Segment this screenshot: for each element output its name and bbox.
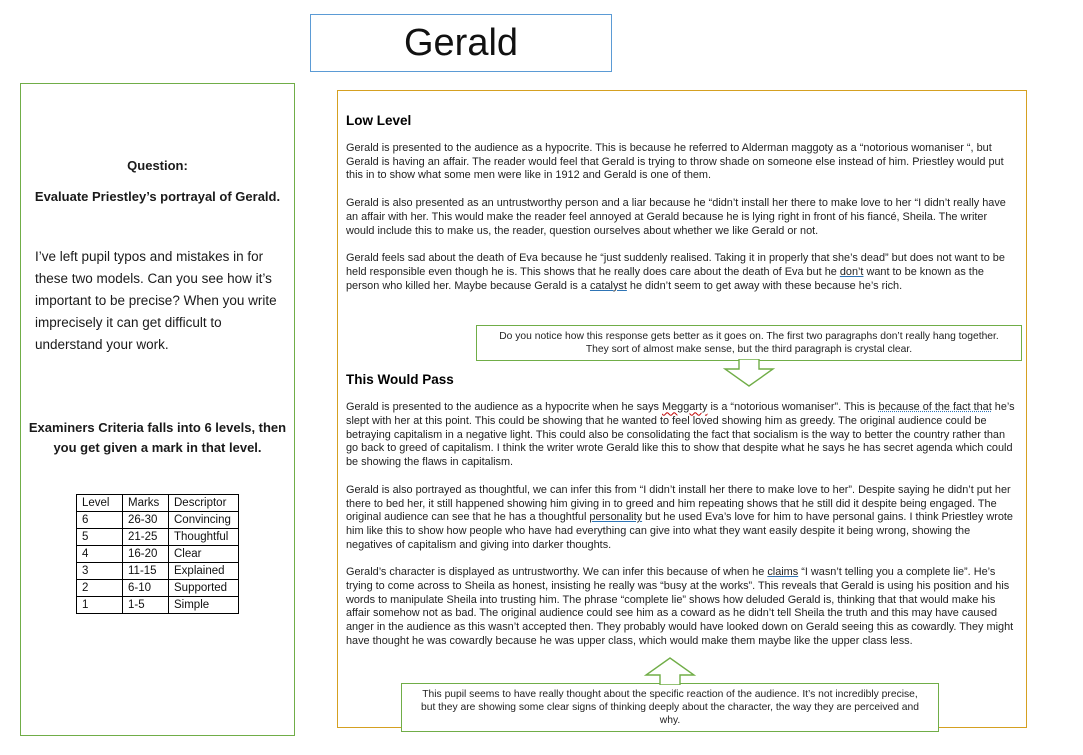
- cell-marks: 1-5: [123, 597, 169, 614]
- cell-level: 1: [77, 597, 123, 614]
- table-header-row: [77, 495, 239, 512]
- cell-level: 6: [77, 512, 123, 529]
- cell-marks: 11-15: [123, 563, 169, 580]
- cell-marks: 26-30: [123, 512, 169, 529]
- cell-descriptor: Thoughtful: [169, 529, 239, 546]
- would-pass-heading: This Would Pass: [346, 372, 454, 388]
- table-row: [77, 512, 239, 529]
- cell-descriptor: Convincing: [169, 512, 239, 529]
- low-level-heading: Low Level: [346, 113, 412, 128]
- cell-marks: 21-25: [123, 529, 169, 546]
- feedback-callout-bottom: [401, 683, 939, 732]
- table-row: [77, 546, 239, 563]
- levels-table: [76, 494, 239, 614]
- feedback-callout-bottom-text: This pupil seems to have really thought about the specific reaction of the audience. It’s not incredibly precise, but they are showing some clear signs of thinking deeply about the character, the way they are perceived and why.: [421, 688, 919, 726]
- would-pass-paragraph-3: Gerald’s character is displayed as untrustworthy. We can infer this because of when he claims “I wasn’t telling you a complete lie”. He’s trying to come across to Sheila as honest, insisting he really was “busy at the works”. This reveals that Gerald is using his position and his words to manipulate Sheila into trusting him. The phrase “complete lie” shows how deluded Gerald is, thinking that that would make his affair somehow not as bad. The original audience could see him as a coward as he didn’t tell Sheila the truth and this may have caused anger in the audience as this wasn’t accepted then. They probably would have looked down on Gerald seeing this as cowardly. They might have thought he was cowardly because he was upper class, which would make them maybe like the upper class less.: [346, 566, 1014, 647]
- arrow-up-icon: [642, 657, 698, 685]
- cell-level: 2: [77, 580, 123, 597]
- cell-descriptor: Supported: [169, 580, 239, 597]
- col-header-descriptor: Descriptor: [169, 495, 239, 512]
- cell-descriptor: Clear: [169, 546, 239, 563]
- question-text: Evaluate Priestley’s portrayal of Gerald.: [34, 189, 281, 204]
- col-header-level: Level: [77, 495, 123, 512]
- would-pass-paragraph-1: Gerald is presented to the audience as a hypocrite when he says Meggarty is a “notorious womaniser”. This is because of the fact that he’s slept with her at this point. This could be showing that he wanted to feel loved showing him as greedy. The original audience could be betraying capitalism in a negative light. This could also be consolidating the fact that socialism is the way to better the country rather than go back to greed of capitalism. I think the writer wrote Gerald like this to show that despite what he says he has secret agenda which could be showing the flaws in capitalism.: [346, 401, 1015, 469]
- models-panel: [337, 90, 1027, 728]
- feedback-callout-top: [476, 325, 1022, 361]
- cell-descriptor: Explained: [169, 563, 239, 580]
- low-level-paragraph-1: Gerald is presented to the audience as a hypocrite. This is because he referred to Alderman maggoty as a “notorious womaniser “, but Gerald is having an affair. The reader would feel that Gerald is trying to throw shade on someone else instead of him. Priestley would put this in to show what some men were like in 1912 and Gerald is one of them.: [346, 142, 1004, 182]
- criteria-text: Examiners Criteria falls into 6 levels, then you get given a mark in that level.: [28, 420, 287, 455]
- col-header-marks: Marks: [123, 495, 169, 512]
- cell-level: 3: [77, 563, 123, 580]
- sidebar-panel: [20, 83, 295, 736]
- arrow-down-icon: [721, 359, 777, 387]
- cell-marks: 6-10: [123, 580, 169, 597]
- feedback-callout-top-text: Do you notice how this response gets better as it goes on. The first two paragraphs don’t really hang together. They sort of almost make sense, but the third paragraph is crystal clear.: [499, 331, 999, 356]
- question-label: Question:: [127, 158, 188, 173]
- page-title: Gerald: [403, 21, 519, 64]
- table-row: [77, 529, 239, 546]
- cell-level: 4: [77, 546, 123, 563]
- table-row: [77, 597, 239, 614]
- would-pass-paragraph-2: Gerald is also portrayed as thoughtful, we can infer this from “I didn’t install her there to make love to her”. Despite saying he didn’t put her there to bed her, it still happened showing him giving in to greed and him repeating shows that he still did it despite being engaged. The original audience can see that he has a thoughtful personality but he used Eva’s love for him to have personal gains. I think Priestley wrote him like this to show how people who have had everything can give into what they want easily despite it being wrong, showing the negatives of capitalism and giving into darker thoughts.: [346, 483, 1013, 551]
- title-box: [310, 14, 612, 72]
- low-level-paragraph-3: Gerald feels sad about the death of Eva because he “just suddenly realised. Taking it in properly that she’s dead” but does not want to be held responsible even though he is. This shows that he really does care about the death of Eva but he don’t want to be known as the person who killed her. Maybe because Gerald is a catalyst he didn’t seem to get away with these because he’s rich.: [346, 252, 1005, 292]
- low-level-paragraph-2: Gerald is also presented as an untrustworthy person and a liar because he “didn’t install her there to make love to her “I didn’t really have an affair with her. This would make the reader feel annoyed at Gerald because he is lying right in front of his fiancé, Sheila. The writer would include this to make us, the reader, question ourselves about whether we like Gerald or not.: [346, 197, 1006, 237]
- teacher-note: I’ve left pupil typos and mistakes in for these two models. Can you see how it’s important to be precise? When you write imprecisely it can get difficult to understand your work.: [35, 249, 277, 352]
- cell-descriptor: Simple: [169, 597, 239, 614]
- table-row: [77, 580, 239, 597]
- table-row: [77, 563, 239, 580]
- cell-level: 5: [77, 529, 123, 546]
- cell-marks: 16-20: [123, 546, 169, 563]
